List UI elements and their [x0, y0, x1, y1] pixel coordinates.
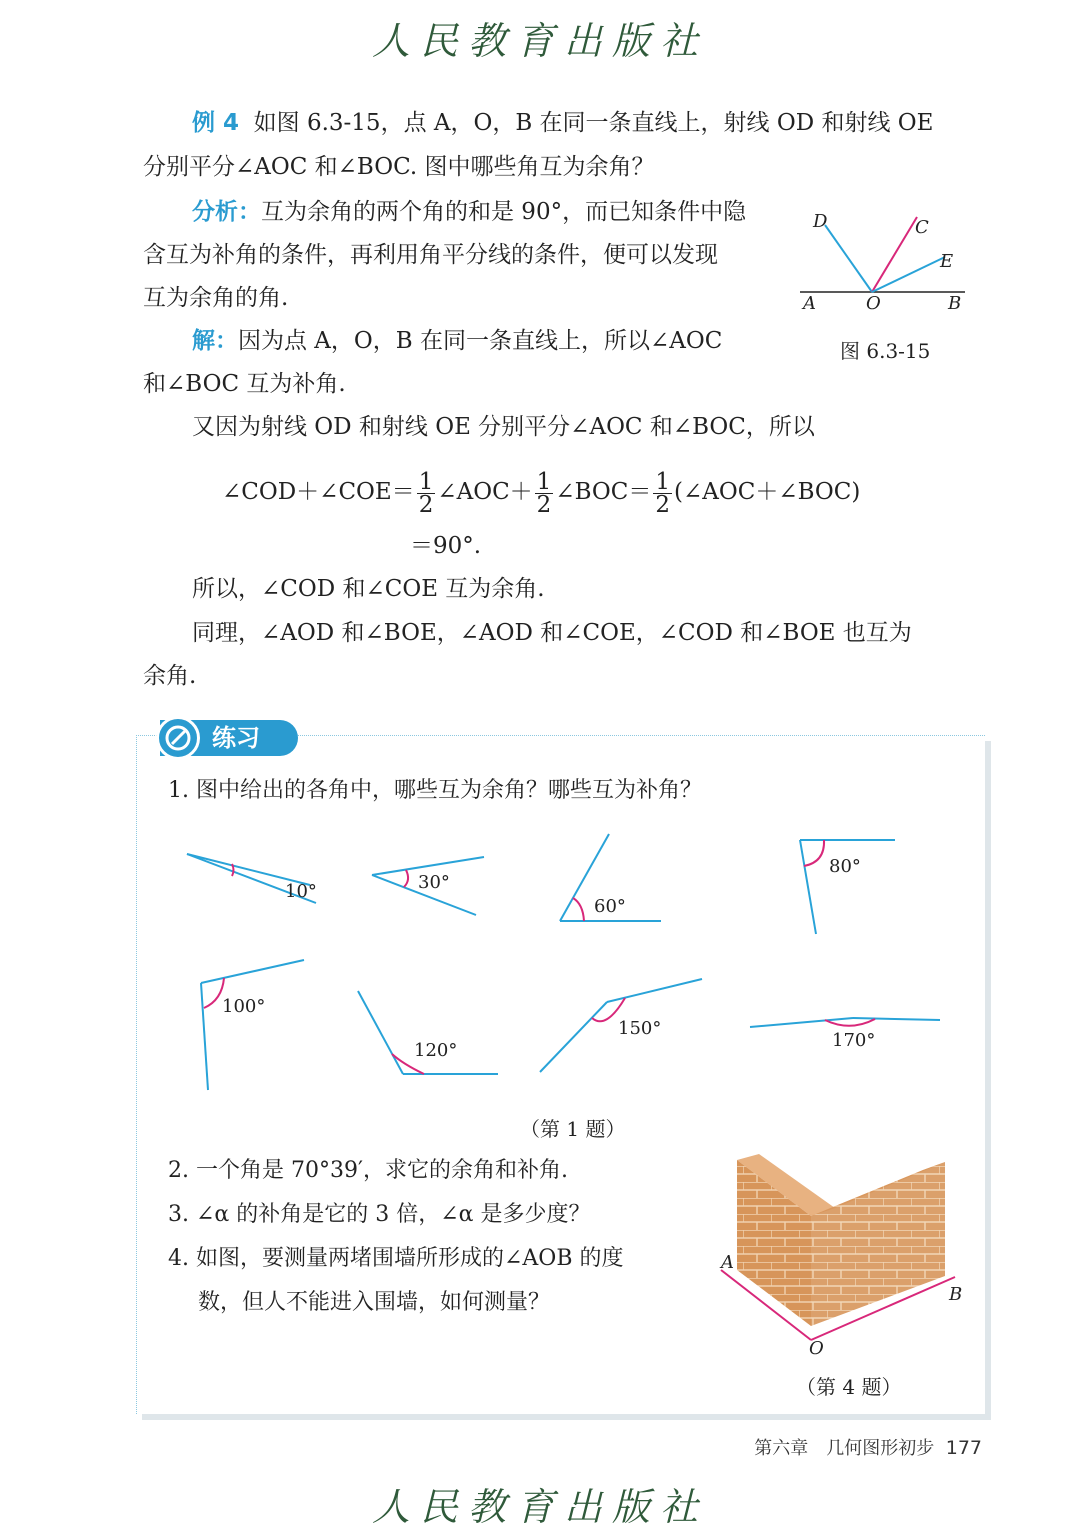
page-number: 177 — [945, 1437, 982, 1459]
question-4-line-2: 数，但人不能进入围墙，如何测量？ — [198, 1290, 551, 1315]
angle-label-170: 170° — [832, 1030, 876, 1051]
solution-lead: 解： — [192, 328, 238, 354]
angle-label-150: 150° — [618, 1018, 662, 1039]
angle-80 — [800, 840, 895, 934]
angle-label-100: 100° — [222, 996, 266, 1017]
publisher-header: 人民教育出版社 — [371, 19, 708, 63]
label-a: A — [803, 293, 816, 314]
frac-den-3: 2 — [655, 491, 671, 518]
label-b: B — [948, 293, 962, 314]
publisher-footer: 人民教育出版社 — [371, 1485, 708, 1529]
wall-label-b: B — [949, 1284, 963, 1305]
fraction-1 — [417, 468, 436, 518]
label-d: D — [813, 211, 828, 232]
example-text-1: 如图 6.3-15，点 A，O，B 在同一条直线上，射线 OD 和射线 OE — [253, 110, 934, 136]
pencil-icon — [156, 716, 200, 760]
solution-line-5: 同理，∠AOD 和∠BOE，∠AOD 和∠COE，∠COD 和∠BOE 也互为 — [192, 620, 912, 646]
fraction-2 — [535, 468, 554, 518]
equation-line-1 — [222, 470, 860, 516]
practice-tab: 练习 — [160, 720, 298, 756]
eq-part-a: ∠COD＋∠COE＝ — [222, 479, 415, 505]
analysis-text-1: 互为余角的两个角的和是 90°，而已知条件中隐 — [261, 199, 747, 225]
frac-num-2: 1 — [536, 468, 552, 495]
eq-part-d: (∠AOC＋∠BOC) — [674, 479, 861, 505]
eq-part-c: ∠BOC＝ — [555, 479, 652, 505]
example-lead: 例 4 — [192, 110, 240, 136]
solution-line-3: 又因为射线 OD 和射线 OE 分别平分∠AOC 和∠BOC，所以 — [192, 414, 815, 440]
solution-line-2: 和∠BOC 互为补角. — [143, 371, 346, 397]
solution-text-1: 因为点 A，O，B 在同一条直线上，所以∠AOC — [238, 328, 723, 354]
example-line-1 — [192, 108, 933, 138]
equation-line-2: ＝90°. — [410, 533, 482, 559]
analysis-line-1 — [192, 197, 746, 227]
q1-caption: （第 1 题） — [520, 1117, 626, 1141]
frac-num-1: 1 — [418, 468, 434, 495]
figure-6-3-15 — [795, 205, 975, 315]
angle-100 — [201, 960, 304, 1090]
eq-part-b: ∠AOC＋ — [437, 479, 533, 505]
question-3: 3. ∠α 的补角是它的 3 倍，∠α 是多少度？ — [168, 1202, 591, 1227]
solution-line-6: 余角. — [143, 663, 197, 689]
question-2: 2. 一个角是 70°39′，求它的余角和补角. — [168, 1158, 568, 1183]
solution-line-4: 所以，∠COD 和∠COE 互为余角. — [192, 576, 545, 602]
label-c: C — [915, 217, 929, 238]
question-1: 1. 图中给出的各角中，哪些互为余角？哪些互为补角？ — [168, 778, 702, 803]
angle-170 — [750, 1018, 940, 1027]
figure-caption: 图 6.3-15 — [840, 339, 931, 363]
brick-wall-illustration — [715, 1150, 975, 1360]
q4-caption: （第 4 题） — [796, 1375, 902, 1399]
frac-den-1: 2 — [418, 491, 434, 518]
angle-label-30: 30° — [418, 872, 450, 893]
angle-120 — [358, 991, 498, 1074]
analysis-lead: 分析： — [192, 199, 261, 225]
example-line-2: 分别平分∠AOC 和∠BOC. 图中哪些角互为余角？ — [143, 154, 655, 180]
wall-label-o: O — [809, 1338, 824, 1359]
frac-num-3: 1 — [655, 468, 671, 495]
ray-od — [825, 225, 872, 292]
angle-figures — [170, 820, 970, 1110]
question-4-line-1: 4. 如图，要测量两堵围墙所形成的∠AOB 的度 — [168, 1246, 624, 1271]
chapter-title: 第六章 几何图形初步 — [754, 1438, 935, 1459]
label-e: E — [940, 251, 954, 272]
angle-label-10: 10° — [285, 881, 317, 902]
wall-label-a: A — [721, 1252, 734, 1273]
angle-label-60: 60° — [594, 896, 626, 917]
solution-line-1 — [192, 326, 722, 356]
page-footer — [754, 1434, 982, 1460]
analysis-line-3: 互为余角的角. — [143, 285, 289, 311]
analysis-line-2: 含互为补角的条件，再利用角平分线的条件，便可以发现 — [143, 242, 718, 268]
angle-label-120: 120° — [414, 1040, 458, 1061]
label-o: O — [866, 293, 881, 314]
fraction-3 — [653, 468, 672, 518]
frac-den-2: 2 — [536, 491, 552, 518]
angle-label-80: 80° — [829, 856, 861, 877]
